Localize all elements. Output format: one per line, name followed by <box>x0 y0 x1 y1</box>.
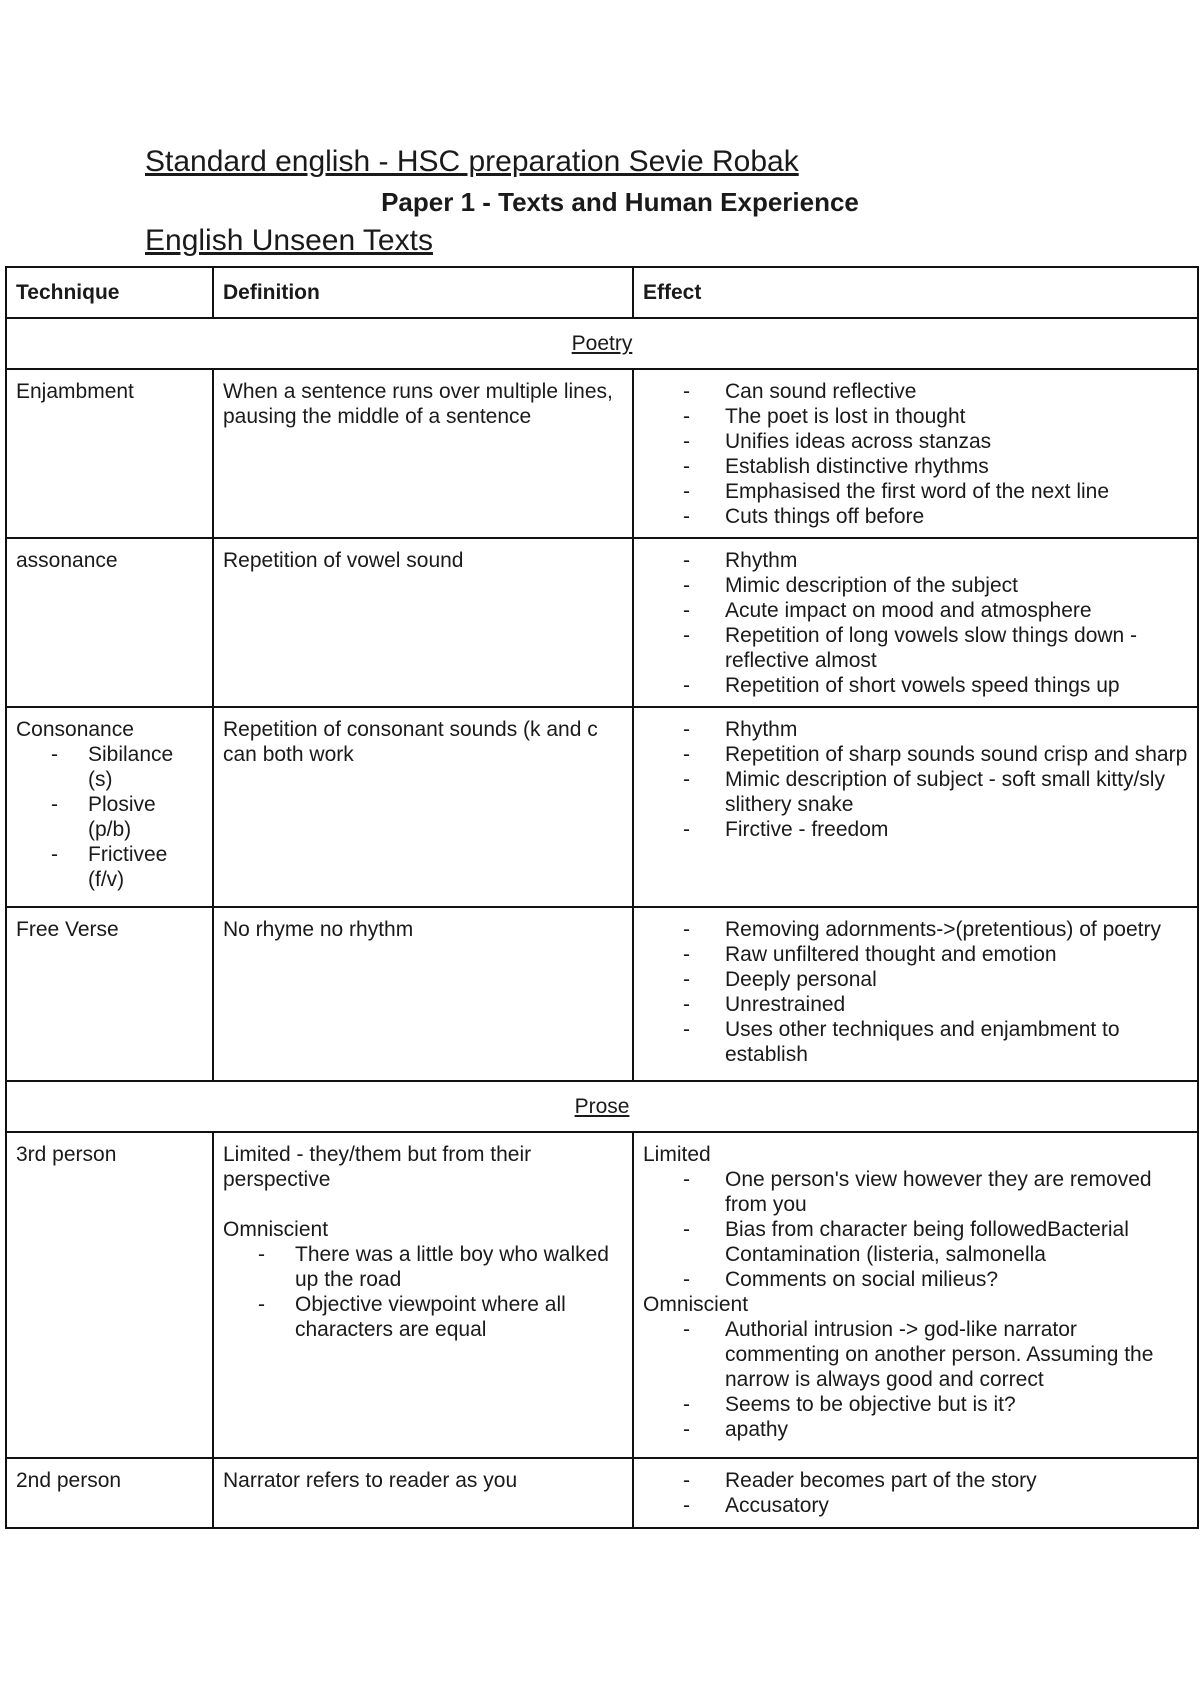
effect-cell <box>633 538 1198 707</box>
list-item: - Mimic description of subject - soft small kitty/sly slithery snake <box>643 767 1188 817</box>
column-header-definition: Definition <box>213 267 633 318</box>
technique-label: Consonance <box>16 718 134 741</box>
list-item: - Reader becomes part of the story <box>643 1468 1188 1493</box>
effect-limited-label: Limited <box>643 1143 711 1166</box>
definition-cell: No rhyme no rhythm <box>213 907 633 1081</box>
list-item: - Unifies ideas across stanzas <box>643 429 1188 454</box>
list-item: - Establish distinctive rhythms <box>643 454 1188 479</box>
technique-cell: 2nd person <box>6 1458 213 1528</box>
list-item: - Emphasised the first word of the next line <box>643 479 1188 504</box>
document-title: Standard english - HSC preparation Sevie Robak <box>145 145 799 178</box>
list-item: - Uses other techniques and enjambment to establish <box>643 1017 1188 1067</box>
list-item: - Objective viewpoint where all characters are equal <box>223 1292 623 1342</box>
technique-cell <box>6 707 213 907</box>
list-item: - Frictivee (f/v) <box>16 842 203 892</box>
technique-cell: 3rd person <box>6 1132 213 1458</box>
table-row <box>6 907 1198 1081</box>
definition-cell <box>213 1132 633 1458</box>
list-item: - Deeply personal <box>643 967 1188 992</box>
list-item: - One person's view however they are removed from you <box>643 1167 1188 1217</box>
table-row <box>6 1458 1198 1528</box>
list-item: - Raw unfiltered thought and emotion <box>643 942 1188 967</box>
technique-cell: assonance <box>6 538 213 707</box>
list-item: - Rhythm <box>643 548 1188 573</box>
table-row <box>6 538 1198 707</box>
list-item: - Bias from character being followedBacterial Contamination (listeria, salmonella <box>643 1217 1188 1267</box>
definition-cell: When a sentence runs over multiple lines, pausing the middle of a sentence <box>213 369 633 538</box>
technique-cell: Free Verse <box>6 907 213 1081</box>
list-item: - Repetition of short vowels speed things up <box>643 673 1188 698</box>
effect-cell <box>633 1458 1198 1528</box>
list-item: - Repetition of sharp sounds sound crisp and sharp <box>643 742 1188 767</box>
list-item: - Unrestrained <box>643 992 1188 1017</box>
list-item: - Firctive - freedom <box>643 817 1188 842</box>
list-item: - Sibilance (s) <box>16 742 203 792</box>
list-item: - Removing adornments->(pretentious) of poetry <box>643 917 1188 942</box>
table-row <box>6 369 1198 538</box>
list-item: - Cuts things off before <box>643 504 1188 529</box>
effect-cell <box>633 907 1198 1081</box>
definition-cell: Repetition of consonant sounds (k and c can both work <box>213 707 633 907</box>
list-item: - Can sound reflective <box>643 379 1188 404</box>
list-item: - Rhythm <box>643 717 1188 742</box>
section-row-poetry <box>6 318 1198 369</box>
list-item: - The poet is lost in thought <box>643 404 1188 429</box>
list-item: - There was a little boy who walked up the road <box>223 1242 623 1292</box>
section-row-prose <box>6 1081 1198 1132</box>
techniques-table <box>5 266 1199 1529</box>
list-item: - Acute impact on mood and atmosphere <box>643 598 1188 623</box>
list-item: - Comments on social milieus? <box>643 1267 1188 1292</box>
list-item: - Plosive (p/b) <box>16 792 203 842</box>
list-item: - Seems to be objective but is it? <box>643 1392 1188 1417</box>
effect-cell <box>633 369 1198 538</box>
technique-cell: Enjambment <box>6 369 213 538</box>
section-label-poetry: Poetry <box>6 318 1198 369</box>
list-item: - apathy <box>643 1417 1188 1442</box>
table-row <box>6 707 1198 907</box>
effect-cell <box>633 1132 1198 1458</box>
section-heading: English Unseen Texts <box>145 224 433 257</box>
definition-cell: Narrator refers to reader as you <box>213 1458 633 1528</box>
table-row <box>6 1132 1198 1458</box>
definition-cell: Repetition of vowel sound <box>213 538 633 707</box>
paper-heading: Paper 1 - Texts and Human Experience <box>381 187 859 217</box>
table-header-row <box>6 267 1198 318</box>
effect-cell <box>633 707 1198 907</box>
definition-limited: Limited - they/them but from their perspective <box>223 1143 532 1191</box>
list-item: - Authorial intrusion -> god-like narrator commenting on another person. Assuming the narrow is always good and correct <box>643 1317 1188 1392</box>
list-item: - Repetition of long vowels slow things down - reflective almost <box>643 623 1188 673</box>
column-header-effect: Effect <box>633 267 1198 318</box>
list-item: - Accusatory <box>643 1493 1188 1518</box>
section-label-prose: Prose <box>6 1081 1198 1132</box>
column-header-technique: Technique <box>6 267 213 318</box>
list-item: - Mimic description of the subject <box>643 573 1188 598</box>
effect-omniscient-label: Omniscient <box>643 1293 749 1316</box>
definition-omniscient-label: Omniscient <box>223 1218 329 1241</box>
